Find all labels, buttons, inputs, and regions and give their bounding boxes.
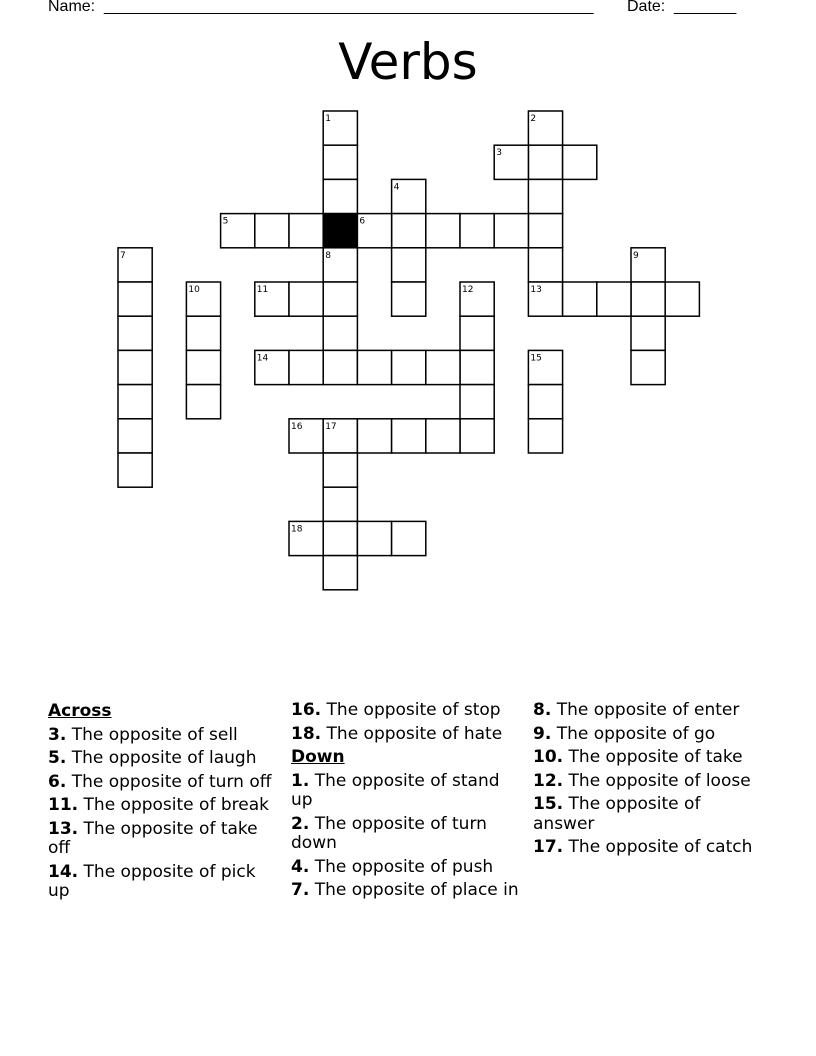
clue-down-1: 1. The opposite of stand up bbox=[291, 770, 500, 810]
clue-number: 6 bbox=[359, 216, 366, 227]
grid-cell[interactable] bbox=[528, 385, 562, 419]
grid-cell[interactable] bbox=[494, 214, 528, 248]
grid-cell[interactable] bbox=[460, 385, 494, 419]
across-heading: Across bbox=[48, 701, 112, 721]
page-title: Verbs bbox=[338, 33, 478, 91]
clue-down-9: 9. The opposite of go bbox=[533, 723, 716, 744]
grid-cell[interactable] bbox=[186, 316, 220, 350]
grid-cell[interactable] bbox=[631, 350, 665, 384]
name-label: Name: bbox=[48, 0, 96, 15]
grid-cell[interactable] bbox=[289, 282, 323, 316]
clues-column-1 bbox=[48, 701, 280, 906]
clue-number: 3 bbox=[496, 148, 502, 159]
clues-column-3 bbox=[533, 701, 765, 862]
grid-cell[interactable] bbox=[392, 350, 426, 384]
clue-number: 16 bbox=[291, 421, 303, 432]
grid-cell[interactable] bbox=[563, 145, 597, 179]
grid-cell[interactable] bbox=[392, 282, 426, 316]
grid-cell[interactable] bbox=[323, 179, 357, 213]
grid-cell[interactable] bbox=[528, 419, 562, 453]
clue-number: 12 bbox=[462, 285, 474, 295]
grid-cell[interactable] bbox=[357, 521, 391, 555]
clue-down-7: 7. The opposite of place in bbox=[291, 880, 519, 900]
grid-cell[interactable] bbox=[323, 556, 357, 590]
grid-cell[interactable] bbox=[186, 385, 220, 419]
grid-cell[interactable] bbox=[118, 282, 152, 316]
clue-across-6: 6. The opposite of turn off bbox=[48, 771, 272, 792]
clue-across-11: 11. The opposite of break bbox=[48, 795, 269, 815]
grid-cell[interactable] bbox=[118, 453, 152, 487]
clue-across-16: 16. The opposite of stop bbox=[291, 700, 501, 720]
grid-cell[interactable] bbox=[460, 350, 494, 384]
grid-cell[interactable] bbox=[665, 282, 699, 316]
clue-number: 15 bbox=[530, 353, 542, 364]
grid-cell[interactable] bbox=[323, 487, 357, 521]
down-heading: Down bbox=[291, 747, 345, 767]
grid-cell[interactable] bbox=[323, 350, 357, 384]
grid-cell[interactable] bbox=[392, 214, 426, 248]
clue-across-14: 14. The opposite of pick up bbox=[48, 861, 256, 901]
clue-down-17: 17. The opposite of catch bbox=[533, 837, 753, 857]
clue-down-12: 12. The opposite of loose bbox=[533, 770, 751, 791]
grid-cell[interactable] bbox=[426, 419, 460, 453]
clue-number: 10 bbox=[188, 285, 200, 295]
clue-number: 4 bbox=[393, 182, 400, 193]
clue-down-15: 15. The opposite of answer bbox=[533, 794, 701, 834]
clue-number: 8 bbox=[325, 250, 331, 261]
grid-cell[interactable] bbox=[323, 282, 357, 316]
grid-cell[interactable] bbox=[323, 145, 357, 179]
name-field[interactable]: _______________________________________________________ bbox=[104, 0, 594, 15]
clues-column-2 bbox=[291, 701, 523, 905]
clue-number: 9 bbox=[633, 250, 639, 261]
grid-cell[interactable] bbox=[460, 316, 494, 350]
clue-across-18: 18. The opposite of hate bbox=[291, 723, 503, 744]
grid-cell[interactable] bbox=[597, 282, 631, 316]
clue-down-8: 8. The opposite of enter bbox=[533, 700, 740, 720]
grid-cell[interactable] bbox=[118, 385, 152, 419]
grid-cell[interactable] bbox=[392, 419, 426, 453]
clue-number: 13 bbox=[530, 285, 542, 295]
grid-cell[interactable] bbox=[323, 316, 357, 350]
grid-cell[interactable] bbox=[631, 282, 665, 316]
grid-cell[interactable] bbox=[392, 248, 426, 282]
grid-cell[interactable] bbox=[563, 282, 597, 316]
clue-number: 7 bbox=[120, 250, 126, 261]
grid-cell[interactable] bbox=[528, 214, 562, 248]
grid-cell[interactable] bbox=[357, 350, 391, 384]
grid-cell[interactable] bbox=[323, 521, 357, 555]
clue-number: 2 bbox=[530, 114, 537, 124]
clue-across-13: 13. The opposite of take off bbox=[48, 818, 258, 858]
grid-cell[interactable] bbox=[255, 214, 289, 248]
grid-cell[interactable] bbox=[323, 453, 357, 487]
grid-cell[interactable] bbox=[528, 145, 562, 179]
grid-cell[interactable] bbox=[460, 214, 494, 248]
clue-number: 1 bbox=[325, 114, 331, 124]
clue-number: 14 bbox=[256, 353, 269, 364]
clue-number: 11 bbox=[256, 285, 269, 295]
clue-down-2: 2. The opposite of turn down bbox=[291, 813, 487, 853]
grid-cell[interactable] bbox=[289, 350, 323, 384]
grid-block bbox=[323, 214, 357, 248]
grid-cell[interactable] bbox=[392, 521, 426, 555]
grid-cell[interactable] bbox=[631, 316, 665, 350]
grid-cell[interactable] bbox=[118, 316, 152, 350]
grid-cell[interactable] bbox=[460, 419, 494, 453]
grid-cell[interactable] bbox=[118, 419, 152, 453]
grid-cell[interactable] bbox=[118, 350, 152, 384]
grid-cell[interactable] bbox=[426, 350, 460, 384]
clue-across-5: 5. The opposite of laugh bbox=[48, 748, 257, 768]
date-label: Date: bbox=[627, 0, 666, 15]
clue-number: 5 bbox=[222, 216, 229, 227]
grid-cell[interactable] bbox=[528, 248, 562, 282]
clue-number: 17 bbox=[325, 421, 337, 432]
clue-across-3: 3. The opposite of sell bbox=[48, 724, 238, 745]
clue-down-4: 4. The opposite of push bbox=[291, 856, 494, 877]
grid-cell[interactable] bbox=[186, 350, 220, 384]
grid-cell[interactable] bbox=[289, 214, 323, 248]
grid-cell[interactable] bbox=[426, 214, 460, 248]
date-field[interactable]: _______ bbox=[674, 0, 737, 15]
clue-number: 18 bbox=[291, 524, 303, 535]
grid-cell[interactable] bbox=[357, 419, 391, 453]
grid-cell[interactable] bbox=[528, 179, 562, 213]
clue-down-10: 10. The opposite of take bbox=[533, 747, 743, 767]
